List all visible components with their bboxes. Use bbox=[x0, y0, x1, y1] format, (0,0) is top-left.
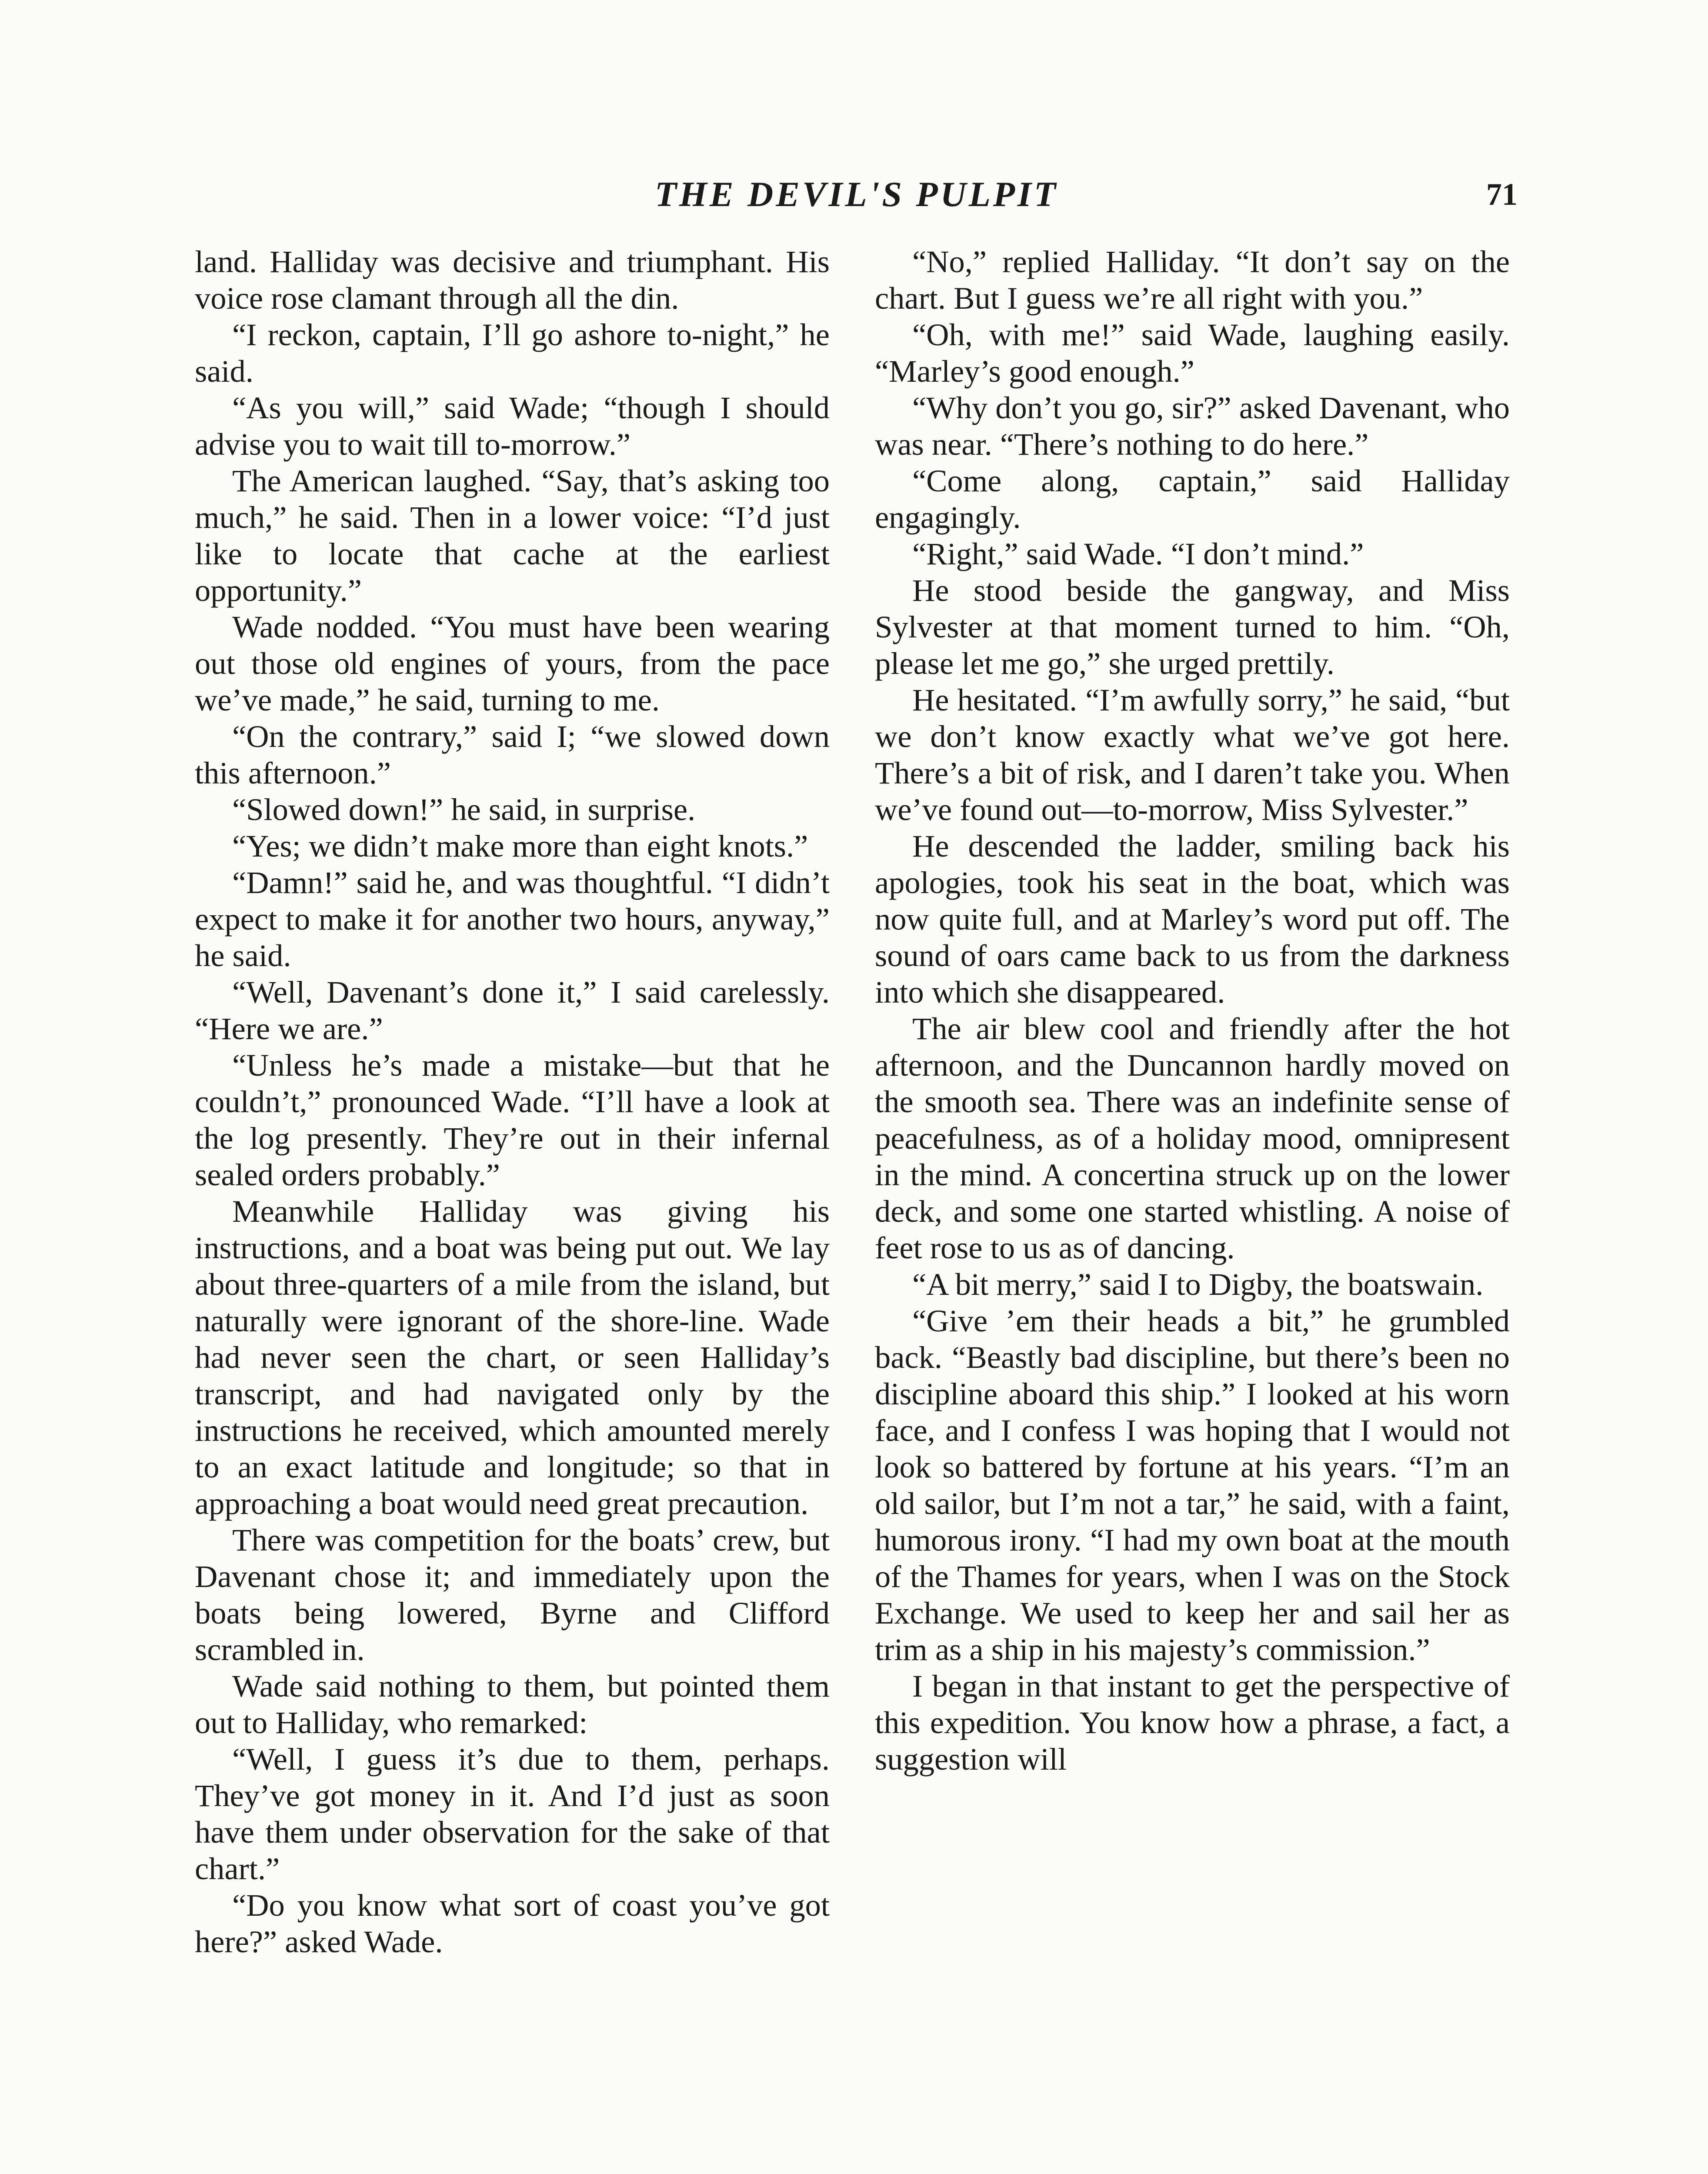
running-head bbox=[196, 170, 1518, 218]
page-number: 71 bbox=[1486, 177, 1518, 212]
paragraph: Wade said nothing to them, but pointed them out to Halliday, who remarked: bbox=[195, 1668, 830, 1740]
paragraph: “Well, I guess it’s due to them, perhaps. They’ve got money in it. And I’d just as soon have them under observation for the sake of that chart.” bbox=[195, 1741, 830, 1886]
paragraph: “Give ’em their heads a bit,” he grumbled back. “Beastly bad discipline, but there’s been no discipline aboard this ship.” I looked at his worn face, and I confess I was hoping that I would not look so battered by fortune at his years. “I’m an old sailor, but I’m not a tar,” he said, with a faint, humorous irony. “I had my own boat at the mouth of the Thames for years, when I was on the Stock Exchange. We used to keep her and sail her as trim as a ship in his majesty’s commission.” bbox=[875, 1303, 1510, 1667]
paragraph: “No,” replied Halliday. “It don’t say on the chart. But I guess we’re all right with you.” bbox=[875, 244, 1510, 316]
paragraph: “A bit merry,” said I to Digby, the boatswain. bbox=[912, 1267, 1484, 1302]
paragraph: “On the contrary,” said I; “we slowed down this afternoon.” bbox=[195, 719, 830, 790]
paragraph: “Slowed down!” he said, in surprise. bbox=[232, 792, 696, 827]
paragraph: Meanwhile Halliday was giving his instructions, and a boat was being put out. We lay about three-quarters of a mile from the island, but naturally were ignorant of the shore-line. Wade had never seen the chart, or seen Halliday’s transcript, and had navigated only by the instructions he received, which amounted merely to an exact latitude and longitude; so that in approaching a boat would need great precaution. bbox=[195, 1194, 830, 1521]
paragraph: “I reckon, captain, I’ll go ashore to-night,” he said. bbox=[195, 317, 830, 389]
paragraph: “Oh, with me!” said Wade, laughing easily. “Marley’s good enough.” bbox=[875, 317, 1510, 389]
paragraph: “Well, Davenant’s done it,” I said carelessly. “Here we are.” bbox=[195, 974, 830, 1046]
paragraph: The air blew cool and friendly after the hot afternoon, and the Duncannon hardly moved on the smooth sea. There was an indefinite sense of peacefulness, as of a holiday mood, omnipresent in the mind. A concertina struck up on the lower deck, and some one started whistling. A noise of feet rose to us as of dancing. bbox=[875, 1011, 1510, 1265]
paragraph: Wade nodded. “You must have been wearing out those old engines of yours, from the pace we’ve made,” he said, turning to me. bbox=[195, 609, 830, 717]
paragraph: The American laughed. “Say, that’s asking too much,” he said. Then in a lower voice: “I’d just like to locate that cache at the earliest opportunity.” bbox=[195, 463, 830, 608]
paragraph: land. Halliday was decisive and triumphant. His voice rose clamant through all the din. bbox=[195, 244, 830, 316]
paragraph: “Come along, captain,” said Halliday engagingly. bbox=[875, 463, 1510, 535]
paragraph: “As you will,” said Wade; “though I should advise you to wait till to-morrow.” bbox=[195, 390, 830, 462]
paragraph: I began in that instant to get the perspective of this expedition. You know how a phrase, a fact, a suggestion will bbox=[875, 1668, 1510, 1777]
chapter-title: THE DEVIL'S PULPIT bbox=[654, 174, 1059, 214]
left-column bbox=[195, 243, 830, 1960]
paragraph: “Damn!” said he, and was thoughtful. “I didn’t expect to make it for another two hours, anyway,” he said. bbox=[195, 865, 830, 973]
paragraph: “Unless he’s made a mistake—but that he couldn’t,” pronounced Wade. “I’ll have a look at the log presently. They’re out in their infernal sealed orders probably.” bbox=[195, 1047, 830, 1192]
paragraph: He hesitated. “I’m awfully sorry,” he said, “but we don’t know exactly what we’ve got here. There’s a bit of risk, and I daren’t take you. When we’ve found out—to-morrow, Miss Sylvester.” bbox=[875, 682, 1510, 827]
paragraph: “Right,” said Wade. “I don’t mind.” bbox=[912, 536, 1364, 571]
right-column bbox=[875, 243, 1510, 1777]
paragraph: “Why don’t you go, sir?” asked Davenant, who was near. “There’s nothing to do here.” bbox=[875, 390, 1510, 462]
paragraph: “Do you know what sort of coast you’ve got here?” asked Wade. bbox=[195, 1887, 830, 1959]
paragraph: He descended the ladder, smiling back his apologies, took his seat in the boat, which was now quite full, and at Marley’s word put off. The sound of oars came back to us from the darkness into which she disappeared. bbox=[875, 828, 1510, 1010]
paragraph: There was competition for the boats’ crew, but Davenant chose it; and immediately upon the boats being lowered, Byrne and Clifford scrambled in. bbox=[195, 1522, 830, 1667]
paragraph: He stood beside the gangway, and Miss Sylvester at that moment turned to him. “Oh, please let me go,” she urged prettily. bbox=[875, 573, 1510, 681]
paragraph: “Yes; we didn’t make more than eight knots.” bbox=[232, 828, 808, 864]
